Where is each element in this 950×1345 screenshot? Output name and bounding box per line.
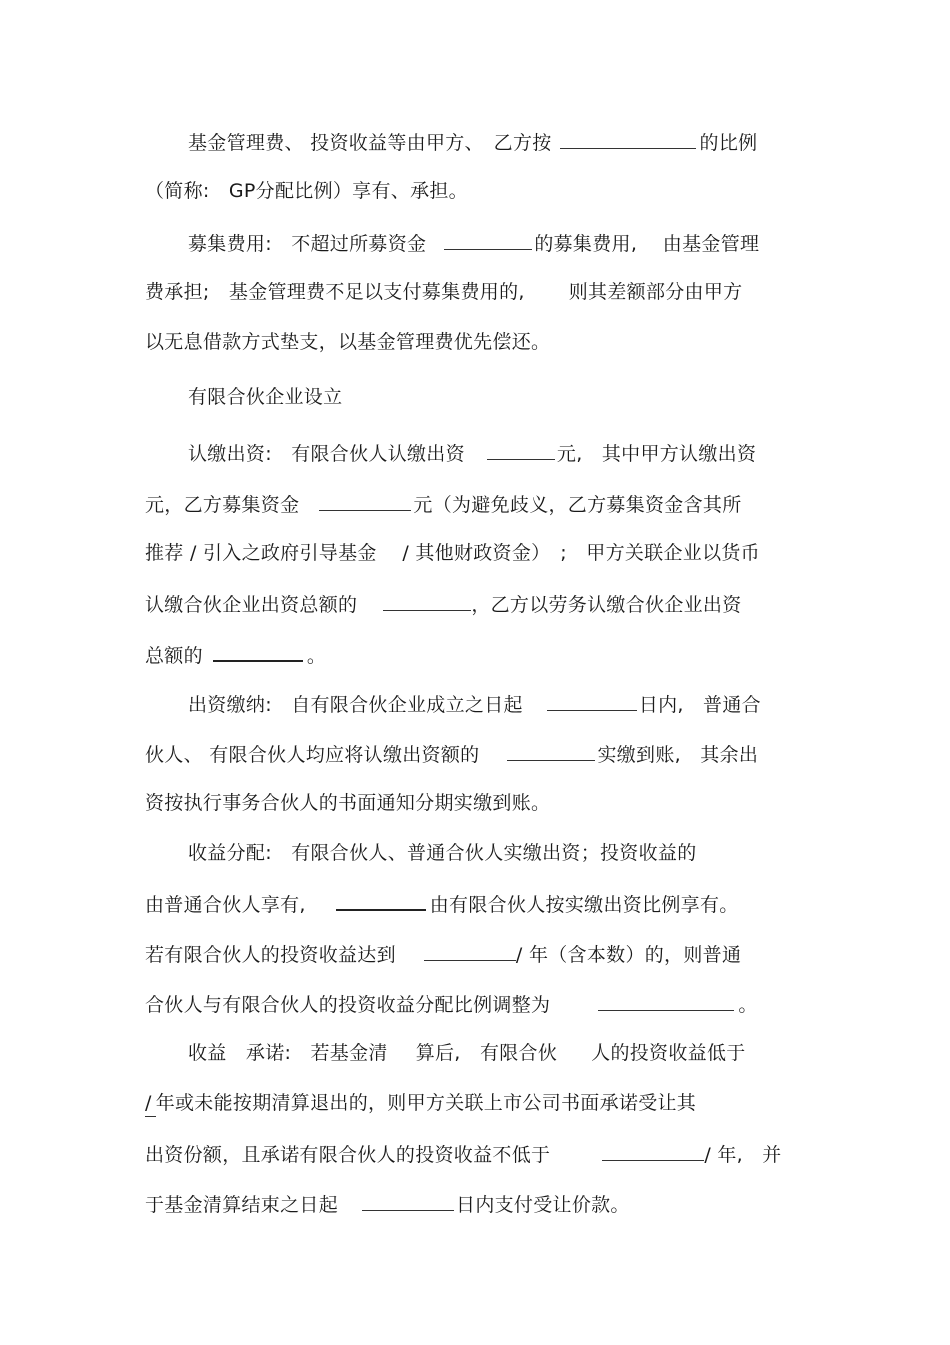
text-line xyxy=(145,990,758,1018)
text-line xyxy=(145,490,742,518)
text-line xyxy=(145,790,550,816)
text-segment: 人的投资收益低于 xyxy=(591,1042,746,1064)
text-segment: ，乙方以劳务认缴合伙企业出资 xyxy=(471,594,742,616)
text-line xyxy=(145,279,742,305)
text-segment: （简称: GP分配比例）享有、承担。 xyxy=(145,180,468,202)
text-segment: 收益 承诺: 若基金清 xyxy=(188,1042,388,1064)
text-line xyxy=(145,940,741,968)
fill-in-blank xyxy=(507,740,595,761)
text-segment: 募集费用: 不超过所募资金 xyxy=(188,233,427,255)
text-segment: / xyxy=(145,1090,156,1117)
fill-in-blank xyxy=(547,690,637,711)
fill-in-blank xyxy=(560,128,696,149)
fill-in-blank xyxy=(336,889,426,911)
fill-in-blank xyxy=(487,439,555,460)
text-line xyxy=(188,1040,746,1066)
text-segment: 认缴出资: 有限合伙人认缴出资 xyxy=(188,443,465,465)
text-segment: 年或未能按期清算退出的，则甲方关联上市公司书面承诺受让其 xyxy=(155,1092,697,1114)
text-segment: 元（为避免歧义，乙方募集资金含其所 xyxy=(413,494,742,516)
section-heading xyxy=(188,384,342,410)
text-segment: 基金管理费、 投资收益等由甲方、 乙方按 xyxy=(188,132,552,154)
text-line xyxy=(145,590,742,618)
text-segment: 日内, 普通合 xyxy=(638,694,761,716)
text-line xyxy=(145,178,468,204)
text-segment: 元，乙方募集资金 xyxy=(145,494,300,516)
text-line xyxy=(145,1190,630,1218)
text-segment: 算后, 有限合伙 xyxy=(415,1042,558,1064)
text-segment: 收益分配: 有限合伙人、普通合伙人实缴出资；投资收益的 xyxy=(188,842,697,864)
text-line xyxy=(145,1090,696,1117)
text-segment: 出资份额，且承诺有限合伙人的投资收益不低于 xyxy=(145,1144,551,1166)
text-segment: 伙人、 有限合伙人均应将认缴出资额的 xyxy=(145,744,480,766)
text-segment: 的募集费用, 由基金管理 xyxy=(534,233,760,255)
fill-in-blank xyxy=(424,940,516,961)
text-segment: 费承担; 基金管理费不足以支付募集费用的, xyxy=(145,281,525,303)
fill-in-blank xyxy=(444,229,532,250)
text-line xyxy=(188,840,697,866)
text-segment: 以无息借款方式垫支，以基金管理费优先偿还。 xyxy=(145,331,551,353)
text-line xyxy=(188,229,759,257)
text-line xyxy=(145,740,758,768)
text-line xyxy=(145,1140,782,1168)
text-segment: / 年（含本数）的，则普通 xyxy=(515,944,742,966)
fill-in-blank xyxy=(319,490,411,511)
text-segment: 实缴到账, 其余出 xyxy=(597,744,759,766)
text-line xyxy=(145,640,326,669)
text-segment: 于基金清算结束之日起 xyxy=(145,1194,339,1216)
text-line xyxy=(145,889,739,918)
text-segment: 则其差额部分由甲方 xyxy=(568,281,743,303)
text-line xyxy=(188,690,761,718)
text-segment: 推荐 / 引入之政府引导基金 / 其他财政资金） ; 甲方关联企业以货币 xyxy=(145,542,760,564)
text-segment: 若有限合伙人的投资收益达到 xyxy=(145,944,396,966)
fill-in-blank xyxy=(602,1140,704,1161)
text-segment: 由普通合伙人享有, xyxy=(145,894,306,916)
text-segment: 出资缴纳: 自有限合伙企业成立之日起 xyxy=(188,694,523,716)
text-segment: 由有限合伙人按实缴出资比例享有。 xyxy=(429,894,739,916)
text-segment: 总额的 xyxy=(145,645,203,667)
fill-in-blank xyxy=(362,1190,454,1211)
text-line xyxy=(145,329,550,355)
text-line xyxy=(188,439,756,467)
fill-in-blank xyxy=(383,590,471,611)
text-segment: 资按执行事务合伙人的书面通知分期实缴到账。 xyxy=(145,792,551,814)
text-line xyxy=(188,128,757,156)
fill-in-blank xyxy=(598,990,734,1011)
text-segment: 的比例 xyxy=(699,132,758,154)
text-segment: 有限合伙企业设立 xyxy=(188,386,343,408)
fill-in-blank xyxy=(213,640,303,662)
text-segment: 。 xyxy=(306,645,327,667)
text-segment: 。 xyxy=(738,994,758,1016)
text-segment: / 年, 并 xyxy=(704,1144,782,1166)
text-segment: 元, 其中甲方认缴出资 xyxy=(556,443,757,465)
text-segment: 合伙人与有限合伙人的投资收益分配比例调整为 xyxy=(145,994,551,1016)
text-segment: 认缴合伙企业出资总额的 xyxy=(145,594,358,616)
text-line xyxy=(145,540,760,566)
text-segment: 日内支付受让价款。 xyxy=(456,1194,630,1216)
